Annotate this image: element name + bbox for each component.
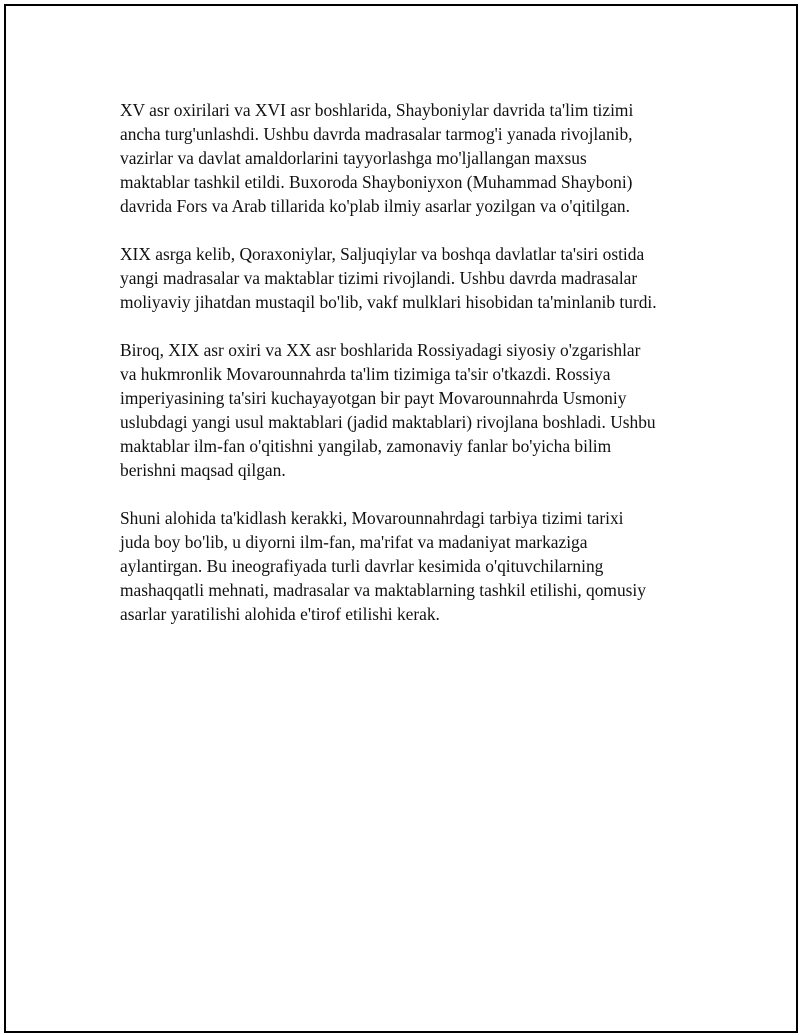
text-line: Shuni alohida ta'kidlash kerakki, Movarounnahrdagi tarbiya tizimi tarixi — [120, 508, 624, 528]
text-line: uslubdagi yangi usul maktablari (jadid maktablari) rivojlana boshladi. Ushbu — [120, 412, 656, 432]
text-line: vazirlar va davlat amaldorlarini tayyorlashga mo'ljallangan maxsus — [120, 148, 587, 168]
text-line: berishni maqsad qilgan. — [120, 460, 286, 480]
text-line: mashaqqatli mehnati, madrasalar va maktablarning tashkil etilishi, qomusiy — [120, 580, 646, 600]
text-line: moliyaviy jihatdan mustaqil bo'lib, vakf mulklari hisobidan ta'minlanib turdi. — [120, 292, 657, 312]
text-line: maktablar ilm-fan o'qitishni yangilab, zamonaviy fanlar bo'yicha bilim — [120, 436, 612, 456]
paragraph-2 — [120, 242, 695, 314]
text-line: Biroq, XIX asr oxiri va XX asr boshlarida Rossiyadagi siyosiy o'zgarishlar — [120, 340, 641, 360]
paragraph-3 — [120, 338, 695, 482]
text-line: ancha turg'unlashdi. Ushbu davrda madrasalar tarmog'i yanada rivojlanib, — [120, 124, 633, 144]
text-line: davrida Fors va Arab tillarida ko'plab ilmiy asarlar yozilgan va o'qitilgan. — [120, 196, 630, 216]
paragraph-4 — [120, 506, 695, 626]
text-line: aylantirgan. Bu ineografiyada turli davrlar kesimida o'qituvchilarning — [120, 556, 604, 576]
text-line: XV asr oxirilari va XVI asr boshlarida, Shayboniylar davrida ta'lim tizimi — [120, 100, 634, 120]
document-body — [120, 98, 695, 650]
text-line: asarlar yaratilishi alohida e'tirof etilishi kerak. — [120, 604, 440, 624]
document-page — [4, 4, 798, 1033]
text-line: imperiyasining ta'siri kuchayayotgan bir payt Movarounnahrda Usmoniy — [120, 388, 627, 408]
text-line: maktablar tashkil etildi. Buxoroda Shayboniyxon (Muhammad Shayboni) — [120, 172, 633, 192]
paragraph-1 — [120, 98, 695, 218]
text-line: yangi madrasalar va maktablar tizimi rivojlandi. Ushbu davrda madrasalar — [120, 268, 638, 288]
text-line: juda boy bo'lib, u diyorni ilm-fan, ma'rifat va madaniyat markaziga — [120, 532, 588, 552]
text-line: va hukmronlik Movarounnahrda ta'lim tizimiga ta'sir o'tkazdi. Rossiya — [120, 364, 611, 384]
text-line: XIX asrga kelib, Qoraxoniylar, Saljuqiylar va boshqa davlatlar ta'siri ostida — [120, 244, 645, 264]
